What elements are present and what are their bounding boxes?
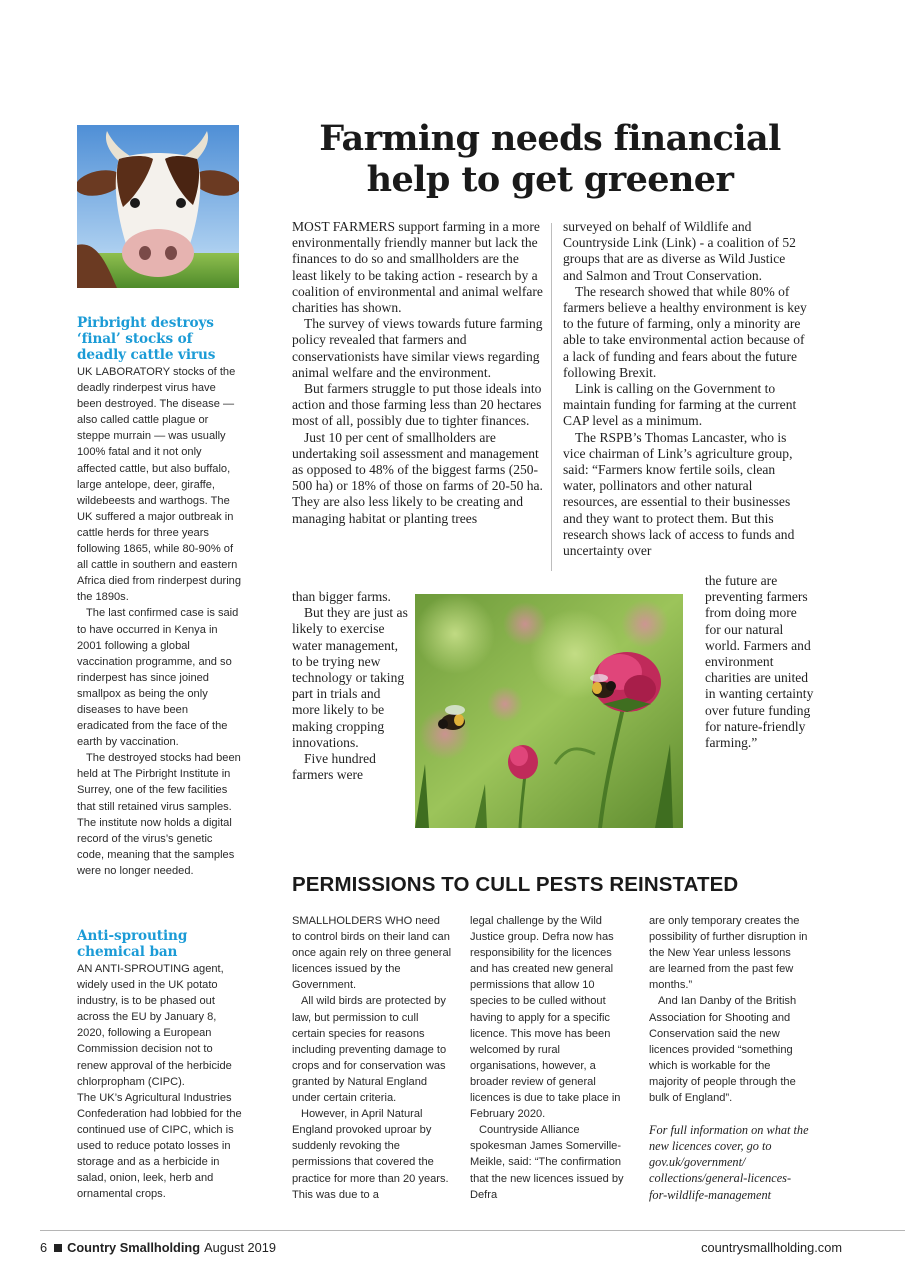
footer-website: countrysmallholding.com <box>701 1240 842 1255</box>
article-paragraph: MOST FARMERS support farming in a more environmentally friendly manner but lack the finances to do so and smallholders are the least likely to be taking action - research by a coalition of environmental and animal welfare charities has shown. <box>292 219 543 316</box>
cow-photo <box>77 125 239 288</box>
permissions-paragraph: are only temporary creates the possibility of further disruption in the New Year unless lessons are learned from the past few months.” <box>649 915 808 992</box>
permissions-headline: PERMISSIONS TO CULL PESTS REINSTATED <box>292 873 739 896</box>
article-headline: Farming needs financial help to get greener <box>319 118 781 200</box>
article-paragraph: Link is calling on the Government to maintain funding for farming at the current CAP level as a minimum. <box>563 381 797 429</box>
permissions-paragraph: SMALLHOLDERS WHO need to control birds on their land can once again rely on three general licences issued by the Government. <box>292 915 452 992</box>
footer-divider <box>40 1230 905 1231</box>
article-paragraph: But farmers struggle to put those ideals into action and those farming less than 20 hectares most of all, possibly due to tighter finances. <box>292 381 542 429</box>
issue-date: August 2019 <box>204 1240 276 1255</box>
permissions-column-1 <box>292 913 452 1203</box>
article-column-2-wrap <box>705 573 815 751</box>
article-paragraph: The RSPB’s Thomas Lancaster, who is vice chairman of Link’s agriculture group, said: “Farmers know fertile soils, clean water, pollinators and other natural resources, are essential to their businesses and they want to protect them. But this research shows lack of access to funds and uncertainty over <box>563 429 795 559</box>
sidebar-heading-anti-sprouting: Anti-sprouting chemical ban <box>77 928 188 960</box>
article-paragraph: The research showed that while 80% of farmers believe a healthy environment is key to the future of farming, only a minority are able to take environmental action because of a lack of funding and fears about the future following Brexit. <box>563 283 807 380</box>
sidebar-heading-rinderpest: Pirbright destroys ‘final’ stocks of deadly cattle virus <box>77 315 216 363</box>
footer-folio <box>40 1240 276 1255</box>
permissions-column-3 <box>649 913 809 1203</box>
sidebar-story-anti-sprouting <box>77 928 242 1202</box>
article-column-1-wrap <box>292 589 410 783</box>
permissions-paragraph: All wild birds are protected by law, but permission to cull certain species for reasons including preventing damage to crops and for conservation was granted by Natural England under certain criteria. <box>292 995 447 1105</box>
permissions-column-2 <box>470 913 630 1203</box>
column-divider <box>551 223 552 571</box>
article-paragraph: Just 10 per cent of smallholders are undertaking soil assessment and management as opposed to 48% of the biggest farms (250-500 ha) or 18% of those on farms of 20-50 ha. They are also less likely to be creating and managing habitat or planting trees <box>292 429 543 526</box>
bee-clover-photo <box>415 594 683 828</box>
permissions-paragraph: However, in April Natural England provoked uproar by suddenly revoking the permissions that covered the practice for more than 20 years. This was due to a <box>292 1108 449 1201</box>
square-bullet-icon <box>54 1244 62 1252</box>
sidebar-paragraph: AN ANTI-SPROUTING agent, widely used in the UK potato industry, is to be phased out across the EU by January 8, 2020, following a European Commission decision not to renew approval of the herbicide chlorpropham (CIPC). <box>77 963 232 1088</box>
sidebar-story-rinderpest <box>77 315 242 879</box>
article-paragraph: The survey of views towards future farming policy revealed that farmers and conservationists have similar views regarding animal welfare and the environment. <box>292 316 543 380</box>
article-paragraph: than bigger farms. <box>292 589 391 604</box>
sidebar-paragraph: The destroyed stocks had been held at The Pirbright Institute in Surrey, one of the few facilities that still retained virus samples. The institute now holds a digital record of the virus’s genetic code, meaning that the samples were no longer needed. <box>77 752 241 877</box>
article-column-1 <box>292 219 547 527</box>
article-paragraph: the future are preventing farmers from doing more for our natural world. Farmers and environment charities are united in wanting certainty over future funding for nature-friendly farming.” <box>705 573 814 751</box>
magazine-name: Country Smallholding <box>67 1240 201 1255</box>
sidebar-paragraph: The last confirmed case is said to have occurred in Kenya in 2001 following a global vaccination programme, and so rinderpest has since joined smallpox as being the only diseases to have been eradicated from the face of the earth by vaccination. <box>77 607 239 749</box>
permissions-paragraph: Countryside Alliance spokesman James Somerville-Meikle, said: “The confirmation that the new licences issued by Defra <box>470 1124 624 1201</box>
sidebar-paragraph: The UK’s Agricultural Industries Confederation had lobbied for the continued use of CIPC, which is used to reduce potato losses in storage and as a herbicide in salad, onion, leek, herb and ornamental crops. <box>77 1091 242 1201</box>
page-number: 6 <box>40 1240 48 1255</box>
article-paragraph: Five hundred farmers were <box>292 751 376 783</box>
article-paragraph: surveyed on behalf of Wildlife and Countryside Link (Link) - a coalition of 52 groups that are as diverse as Wild Justice and Salmon and Trout Conservation. <box>563 219 796 283</box>
article-paragraph: But they are just as likely to exercise water management, to be trying new technology or taking part in trials and more likely to be making cropping innovations. <box>292 605 408 750</box>
permissions-paragraph: legal challenge by the Wild Justice group. Defra now has responsibility for the licences and has created new general permissions that allow 10 species to be culled without having to apply for a specific licence. This move has been welcomed by rural organisations, however, a broader review of general licences is due to take place in February 2020. <box>470 915 621 1121</box>
sidebar-paragraph: UK LABORATORY stocks of the deadly rinderpest virus have been destroyed. The disease — also called cattle plague or steppe murrain — was usually 100% fatal and it not only affected cattle, but also buffalo, large antelope, deer, giraffe, wildebeests and warthogs. The UK suffered a major outbreak in cattle herds for three years following 1865, while 80-90% of all cattle in southern and eastern Africa died from rinderpest during the 1890s. <box>77 366 242 604</box>
article-column-2 <box>563 219 808 559</box>
more-info-note: For full information on what the new licences cover, go to gov.uk/government/ collections/general-licences- for-wildlife-management <box>649 1123 809 1202</box>
permissions-paragraph: And Ian Danby of the British Association for Shooting and Conservation said the new licences provided “something which is workable for the majority of people through the bulk of England”. <box>649 995 797 1105</box>
